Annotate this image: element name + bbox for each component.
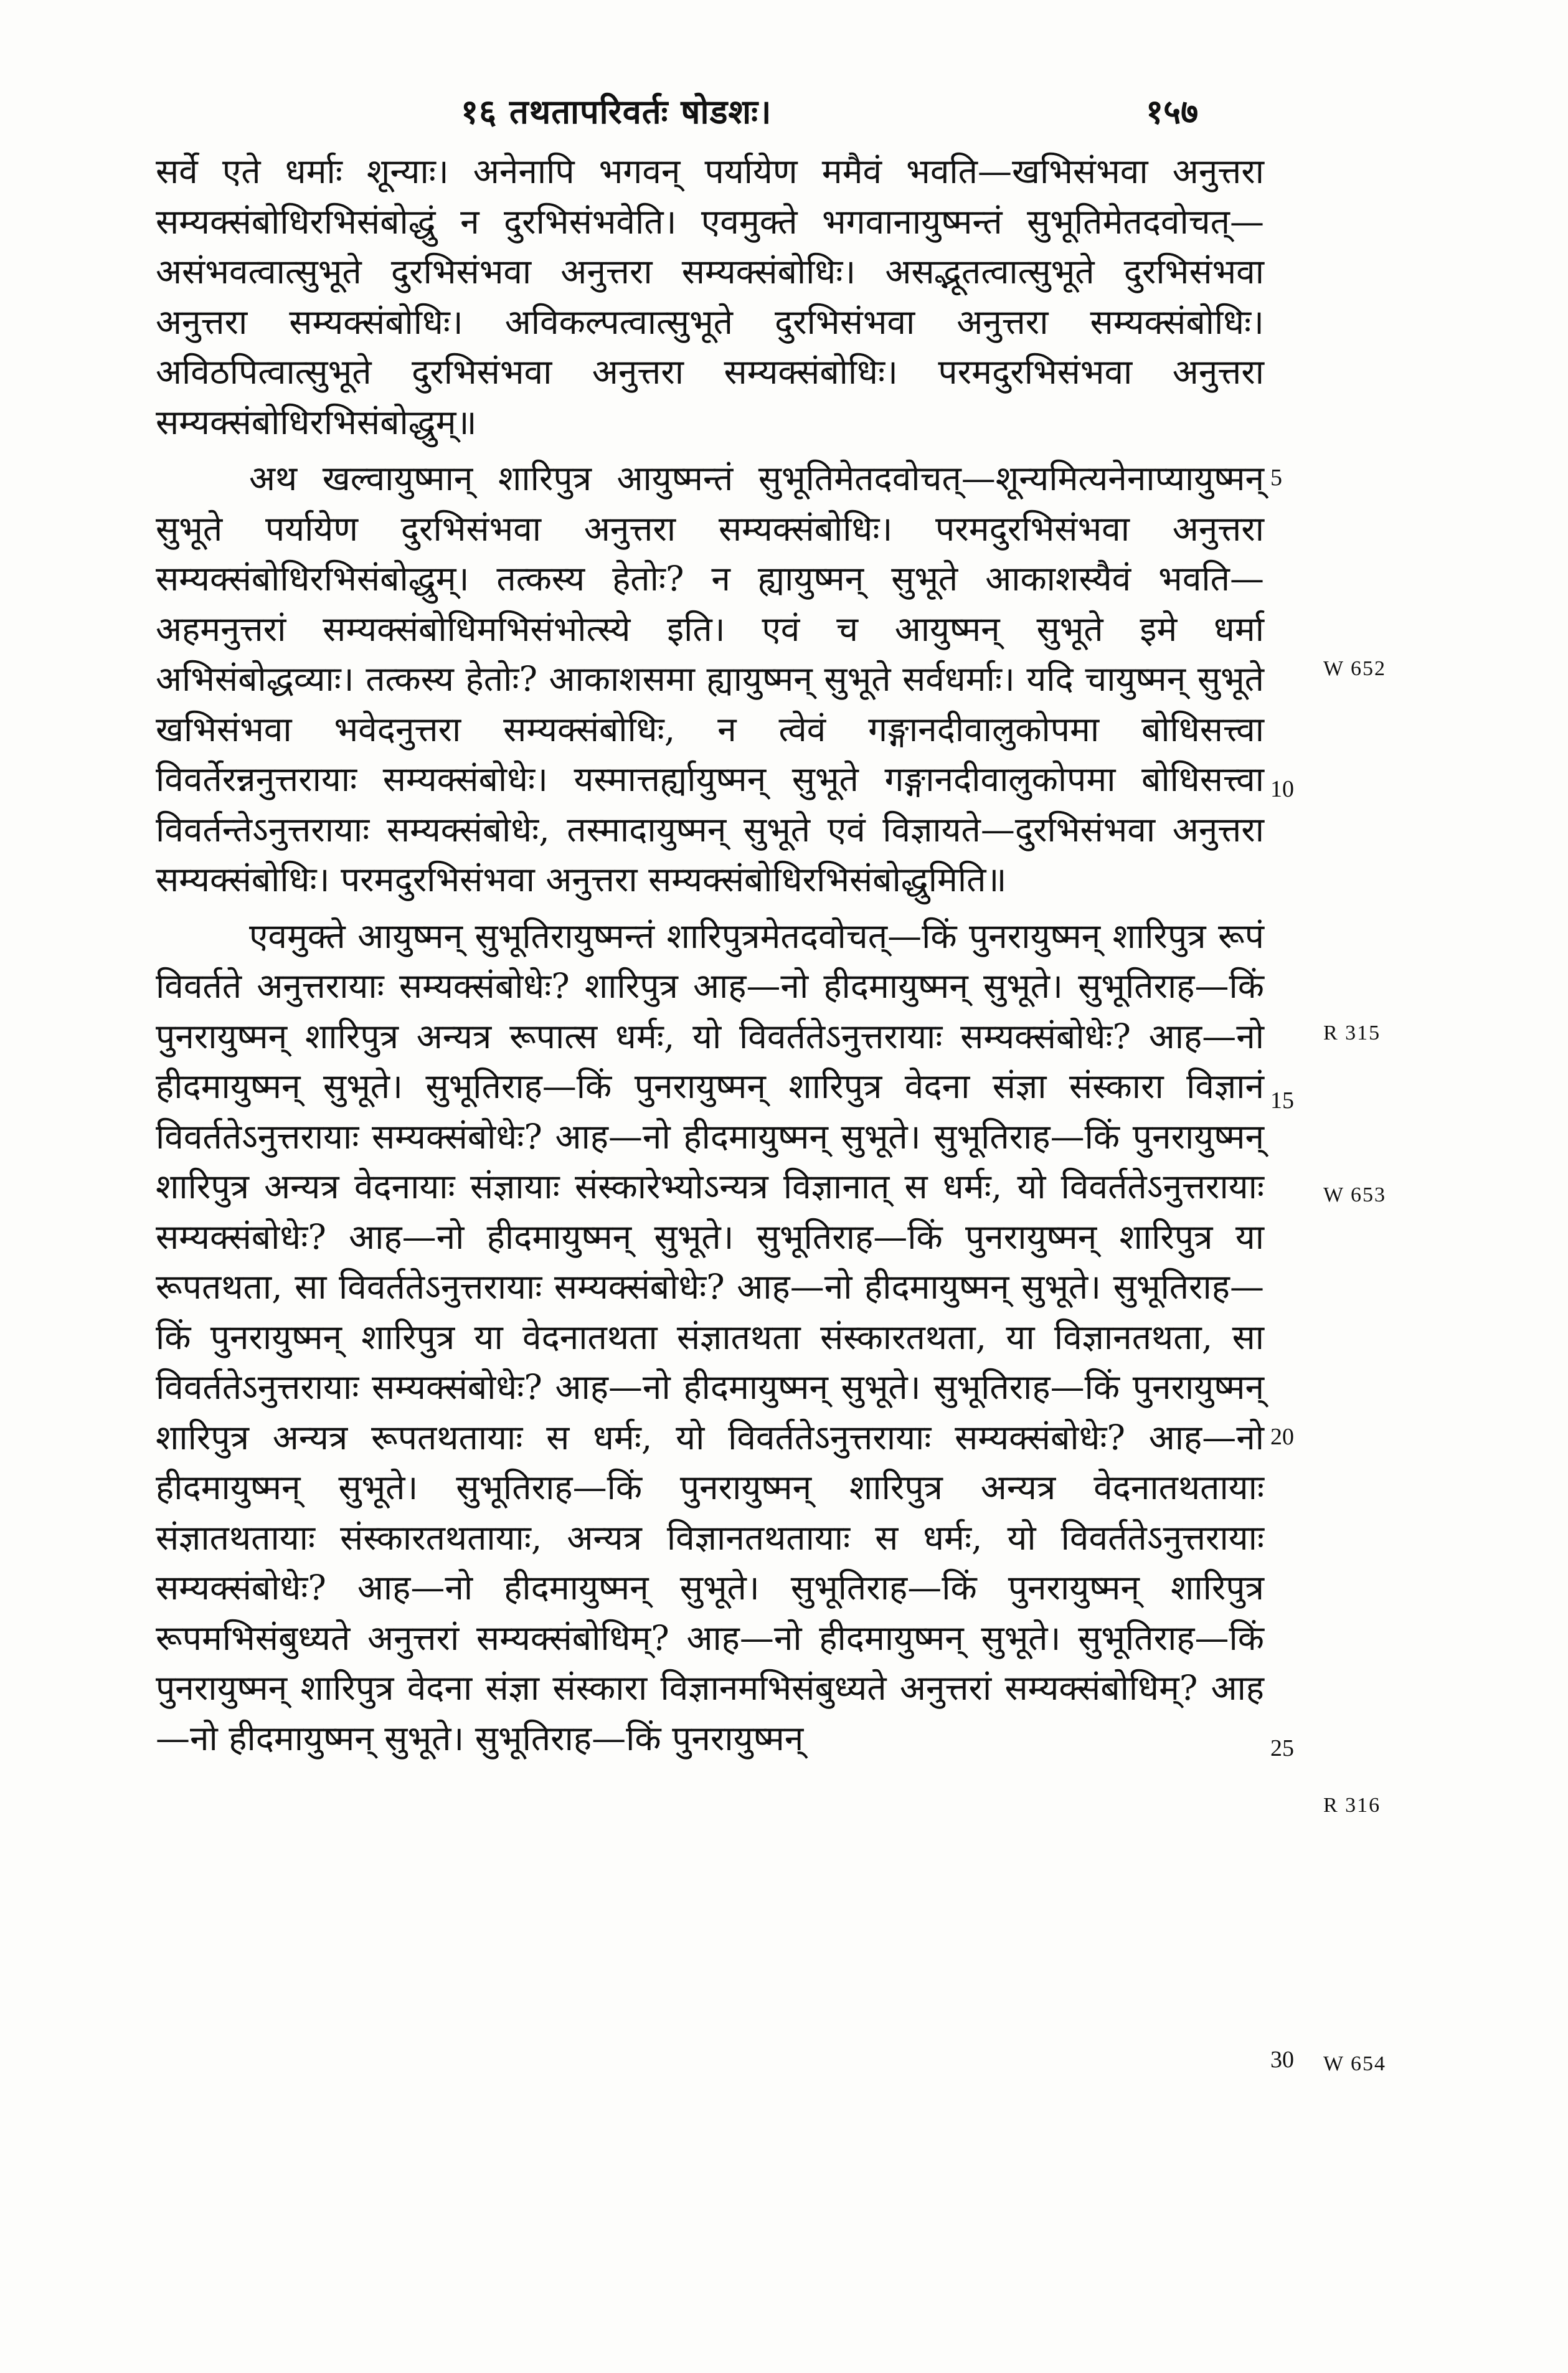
paragraph: एवमुक्ते आयुष्मन् सुभूतिरायुष्मन्तं शारिपुत्रमेतदवोचत्—किं पुनरायुष्मन् शारिपुत्र रूपं विवर्तते अनुत्तरायाः सम्यक्संबोधेः? शारिपुत्र आह—नो हीदमायुष्मन् सुभूते। सुभूतिराह—किं पुनरायुष्मन् शारिपुत्र अन्यत्र रूपात्स धर्मः, यो विवर्ततेऽनुत्तरायाः सम्यक्संबोधेः? आह—नो हीदमायुष्मन् सुभूते। सुभूतिराह—किं पुनरायुष्मन् शारिपुत्र वेदना संज्ञा संस्कारा विज्ञानं विवर्ततेऽनुत्तरायाः सम्यक्संबोधेः? आह—नो हीदमायुष्मन् सुभूते। सुभूतिराह—किं पुनरायुष्मन् शारिपुत्र अन्यत्र वेदनायाः संज्ञायाः संस्कारेभ्योऽन्यत्र विज्ञानात् स धर्मः, यो विवर्ततेऽनुत्तरायाः सम्यक्संबोधेः? आह—नो हीदमायुष्मन् सुभूते। सुभूतिराह—किं पुनरायुष्मन् शारिपुत्र या रूपतथता, सा विवर्ततेऽनुत्तरायाः सम्यक्संबोधेः? आह—नो हीदमायुष्मन् सुभूते। सुभूतिराह—किं पुनरायुष्मन् शारिपुत्र या वेदनातथता संज्ञातथता संस्कारतथता, या विज्ञानतथता, सा विवर्ततेऽनुत्तरायाः सम्यक्संबोधेः? आह—नो हीदमायुष्मन् सुभूते। सुभूतिराह—किं पुनरायुष्मन् शारिपुत्र अन्यत्र रूपतथतायाः स धर्मः, यो विवर्ततेऽनुत्तरायाः सम्यक्संबोधेः? आह—नो हीदमायुष्मन् सुभूते। सुभूतिराह—किं पुनरायुष्मन् शारिपुत्र अन्यत्र वेदनातथतायाः संज्ञातथतायाः संस्कारतथतायाः, अन्यत्र विज्ञानतथतायाः स धर्मः, यो विवर्ततेऽनुत्तरायाः सम्यक्संबोधेः? आह—नो हीदमायुष्मन् सुभूते। सुभूतिराह—किं पुनरायुष्मन् शारिपुत्र रूपमभिसंबुध्यते अनुत्तरां सम्यक्संबोधिम्? आह—नो हीदमायुष्मन् सुभूते। सुभूतिराह—किं पुनरायुष्मन् शारिपुत्र वेदना संज्ञा संस्कारा विज्ञानमभिसंबुध्यते अनुत्तरां सम्यक्संबोधिम्? आह—नो हीदमायुष्मन् सुभूते। सुभूतिराह—किं पुनरायुष्मन् [156,916,1264,1758]
paragraph: अथ खल्वायुष्मान् शारिपुत्र आयुष्मन्तं सुभूतिमेतदवोचत्—शून्यमित्यनेनाप्यायुष्मन् सुभूते पर्यायेण दुरभिसंभवा अनुत्तरा सम्यक्संबोधिः। परमदुरभिसंभवा अनुत्तरा सम्यक्संबोधिरभिसंबोद्धुम्। तत्कस्य हेतोः? न ह्यायुष्मन् सुभूते आकाशस्यैवं भवति— अहमनुत्तरां सम्यक्संबोधिमभिसंभोत्स्ये इति। एवं च आयुष्मन् सुभूते इमे धर्मा अभिसंबोद्धव्याः। तत्कस्य हेतोः? आकाशसमा ह्यायुष्मन् सुभूते सर्वधर्माः। यदि चायुष्मन् सुभूते खभिसंभवा भवेदनुत्तरा सम्यक्संबोधिः, न त्वेवं गङ्गानदीवालुकोपमा बोधिसत्त्वा विवर्तेरन्ननुत्तरायाः सम्यक्संबोधेः। यस्मात्तर्ह्यायुष्मन् सुभूते गङ्गानदीवालुकोपमा बोधिसत्त्वा विवर्तन्तेऽनुत्तरायाः सम्यक्संबोधेः, तस्मादायुष्मन् सुभूते एवं विज्ञायते—दुरभिसंभवा अनुत्तरा सम्यक्संबोधिः। परमदुरभिसंभवा अनुत्तरा सम्यक्संबोधिरभिसंबोद्धुमिति॥ [156,458,1264,899]
margin-reference: W 654 [1323,2052,1386,2075]
line-number: 30 [1270,2047,1294,2073]
chapter-title: १६ तथतापरिवर्तः षोडशः। [461,92,772,131]
line-number: 20 [1270,1424,1294,1450]
margin-reference: W 653 [1323,1183,1386,1206]
margin-reference: R 316 [1323,1794,1381,1817]
right-margin [1270,0,1557,2373]
page-number: १५७ [1146,92,1199,131]
margin-reference: W 652 [1323,657,1386,680]
margin-reference: R 315 [1323,1021,1381,1044]
line-number: 5 [1270,465,1282,491]
line-number: 10 [1270,776,1294,802]
line-number: 25 [1270,1735,1294,1761]
line-number: 15 [1270,1087,1294,1114]
paragraph: सर्वे एते धर्माः शून्याः। अनेनापि भगवन् पर्यायेण ममैवं भवति—खभिसंभवा अनुत्तरा सम्यक्संबोधिरभिसंबोद्धुं न दुरभिसंभवेति। एवमुक्ते भगवानायुष्मन्तं सुभूतिमेतदवोचत्— असंभवत्वात्सुभूते दुरभिसंभवा अनुत्तरा सम्यक्संबोधिः। असद्भूतत्वात्सुभूते दुरभिसंभवा अनुत्तरा सम्यक्संबोधिः। अविकल्पत्वात्सुभूते दुरभिसंभवा अनुत्तरा सम्यक्संबोधिः। अविठपित्वात्सुभूते दुरभिसंभवा अनुत्तरा सम्यक्संबोधिः। परमदुरभिसंभवा अनुत्तरा सम्यक्संबोधिरभिसंबोद्धुम्॥ [156,151,1264,442]
main-text [156,146,1264,1769]
